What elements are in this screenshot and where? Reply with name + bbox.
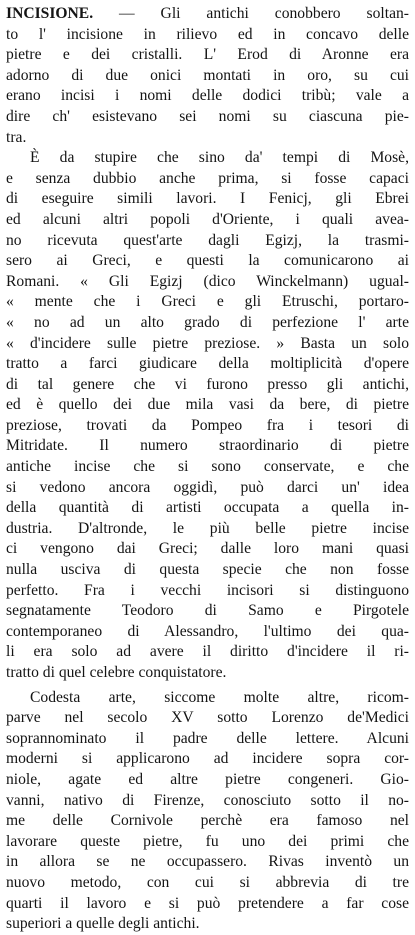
text-line: antiche incise che si sono conservate, e che <box>6 458 409 476</box>
paragraph-2 <box>6 148 409 683</box>
text-line: di eseguire simili lavori. I Fenicj, gli Ebrei <box>6 190 409 208</box>
text-line: tra. <box>6 128 27 146</box>
text-line: contemporaneo di Alessandro, l'ultimo dei qua- <box>6 622 409 640</box>
text-line: no ricevuta quest'arte dagli Egizj, la trasmi- <box>6 231 409 249</box>
text-line: quarti il lavoro e si può pretendere a far cose <box>6 894 409 912</box>
text-line: e senza dubbio anche prima, si fosse capaci <box>6 169 409 187</box>
text-line: segnatamente Teodoro di Samo e Pirgotele <box>6 602 409 620</box>
text-line: lavorare queste pietre, fu uno dei primi che <box>6 832 409 850</box>
text-line: adorno di due onici montati in oro, su cui <box>6 66 409 84</box>
text-line: perfetto. Fra i vecchi incisori si distinguono <box>6 581 409 599</box>
text-line: nuovo metodo, con cui si abbrevia di tre <box>6 873 409 891</box>
paragraph-3 <box>6 688 409 935</box>
text-line: « mente che i Greci e gli Etruschi, portaro- <box>6 293 409 311</box>
text-line: parve nel secolo XV sotto Lorenzo de'Medici <box>6 709 409 727</box>
text-line: soprannominato il padre delle lettere. Alcuni <box>6 729 409 747</box>
text-line: li era solo ad avere il diritto d'incidere il ri- <box>6 643 409 661</box>
text-line: ed è quello dei due mila vasi da bere, di pietre <box>6 396 409 414</box>
text-line <box>6 4 409 25</box>
document-page <box>6 4 409 935</box>
paragraph-1 <box>6 4 409 148</box>
text-line: in allora se ne occupassero. Rivas inventò un <box>6 853 409 871</box>
text-line: tratto a farci giudicare della moltiplicità d'opere <box>6 355 409 373</box>
text-line: « d'incidere sulle pietre preziose. » Basta un solo <box>6 334 409 352</box>
text-line: to l' incisione in rilievo ed in concavo delle <box>6 25 409 43</box>
text-line: dustria. D'altronde, le più belle pietre incise <box>6 519 409 537</box>
article-heading: INCISIONE. <box>6 5 94 22</box>
text-line: si vedono ancora oggidì, può darci un' idea <box>6 478 409 496</box>
text-line: dire ch' esistevano sei nomi su ciascuna pie- <box>6 107 409 125</box>
text-line: « no ad un alto grado di perfezione l' arte <box>6 313 409 331</box>
text-line: Codesta arte, siccome molte altre, ricom- <box>30 688 409 706</box>
text-line: niole, agate ed altre pietre congeneri. Gio- <box>6 770 409 788</box>
text-line: preziose, trovati da Pompeo fra i tesori di <box>6 416 409 434</box>
text-line: erano incisi i nomi delle dodici tribù; vale a <box>6 87 409 105</box>
text-line: sero ai Greci, e questi la comunicarono ai <box>6 252 409 270</box>
text-line: Romani. « Gli Egizj (dico Winckelmann) ugual- <box>6 272 409 290</box>
text-line: tratto di quel celebre conquistatore. <box>6 664 227 681</box>
text-line: nulla usciva di questa specie che non fosse <box>6 561 409 579</box>
text-line: ed alcuni altri popoli d'Oriente, i quali avea- <box>6 210 409 228</box>
text-line: moderni si applicarono ad incidere sopra cor- <box>6 750 409 768</box>
text-line: ci vengono dai Greci; dalle loro mani quasi <box>6 540 409 558</box>
text-line: di tal genere che vi furono presso gli antichi, <box>6 375 409 393</box>
line-text: — Gli antichi conobbero soltan- <box>119 5 409 22</box>
text-line: superiori a quelle degli antichi. <box>6 915 200 933</box>
text-line: È da stupire che sino da' tempi di Mosè, <box>30 149 409 167</box>
text-line: vanni, nativo di Firenze, conosciuto sotto il no- <box>6 791 409 809</box>
text-line: Mitridate. Il numero straordinario di pietre <box>6 437 409 455</box>
text-line: pietre e dei cristalli. L' Erod di Aronne era <box>6 46 409 64</box>
text-line: della quantità di artisti occupata a quella in- <box>6 499 409 517</box>
text-line: me delle Cornivole perchè era famoso nel <box>6 812 409 830</box>
